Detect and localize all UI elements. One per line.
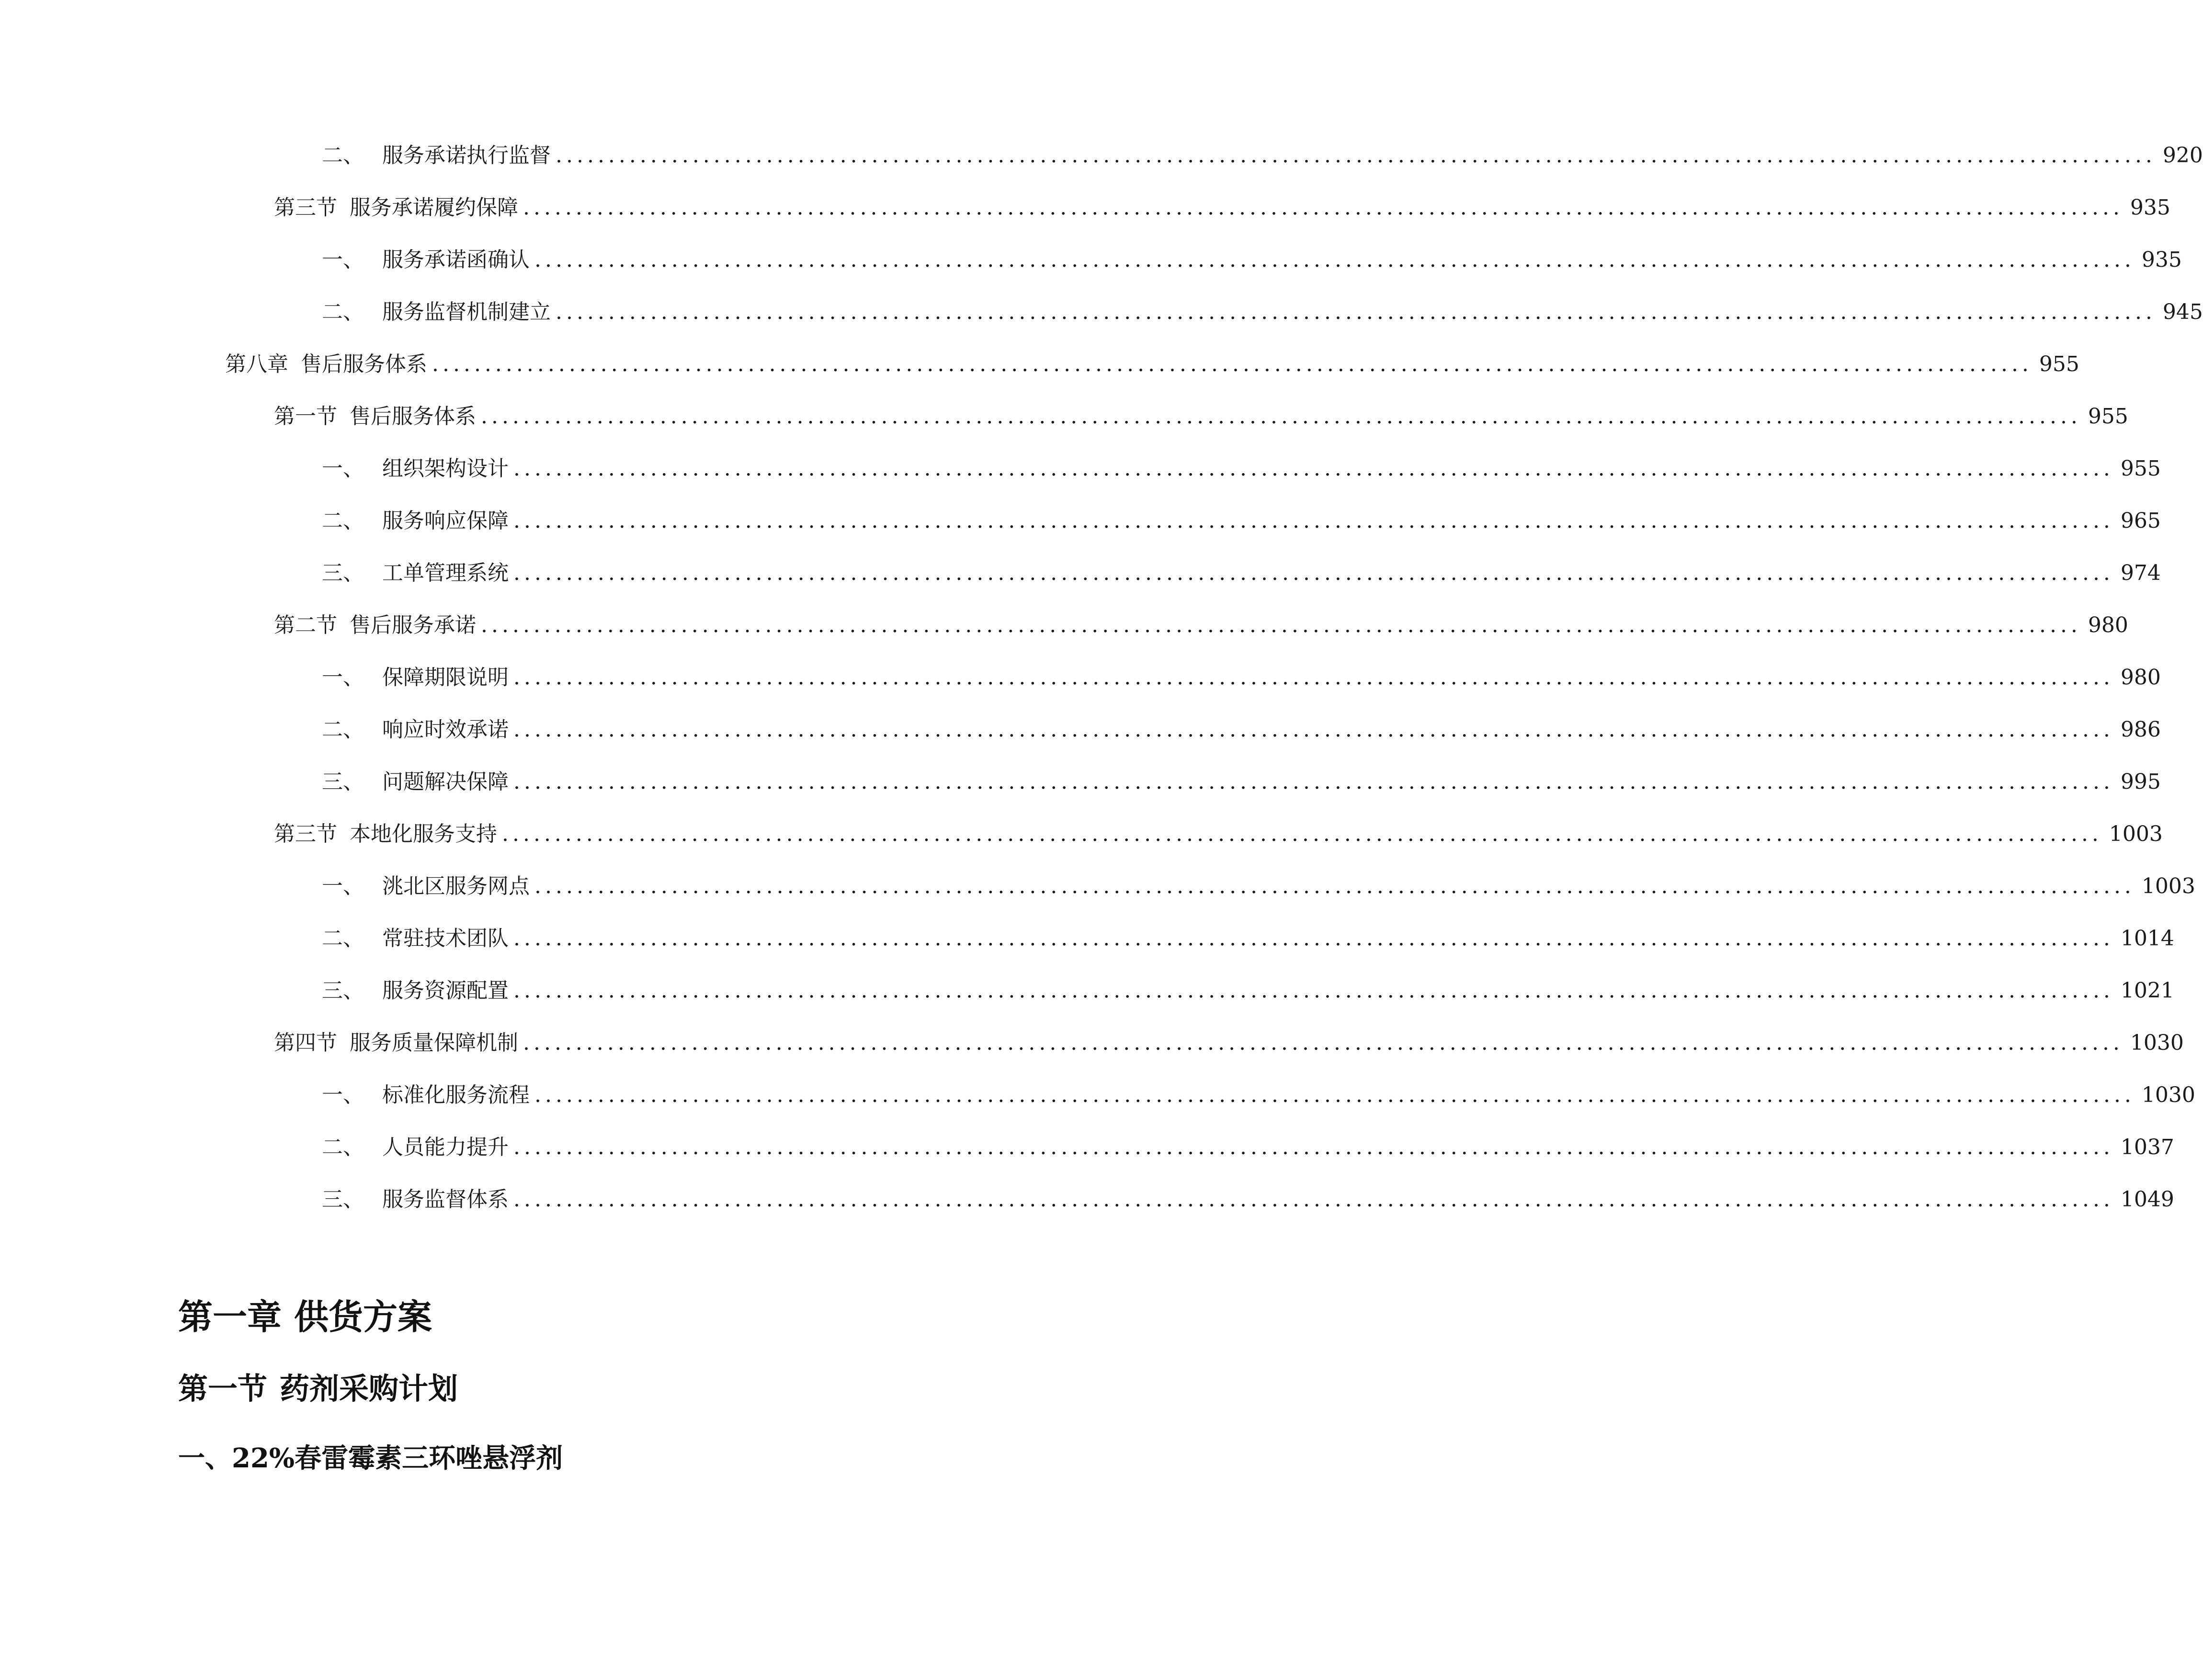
toc-entry[interactable]: [322, 243, 2182, 277]
toc-entry[interactable]: [322, 974, 2174, 1008]
toc-entry-number: 一、: [322, 456, 364, 481]
toc-entry[interactable]: [322, 1183, 2174, 1216]
toc-page-number: 955: [2088, 404, 2128, 429]
toc-dot-leader: ........................................................................................................................................................: [513, 509, 2114, 533]
toc-entry-number: 二、: [322, 926, 364, 951]
toc-dot-leader: ........................................................................................................................................................: [523, 1031, 2124, 1055]
toc-entry[interactable]: [322, 870, 2195, 903]
toc-entry-title: 售后服务体系: [301, 352, 427, 376]
toc-dot-leader: ........................................................................................................................................................: [513, 456, 2114, 481]
toc-entry-title: 服务监督体系: [382, 1187, 509, 1212]
toc-dot-leader: ........................................................................................................................................................: [513, 1135, 2114, 1159]
toc-dot-leader: ........................................................................................................................................................: [481, 613, 2081, 637]
toc-dot-leader: ........................................................................................................................................................: [513, 770, 2114, 794]
toc-entry-title: 服务资源配置: [382, 978, 509, 1003]
toc-entry-number: 一、: [322, 1083, 364, 1107]
subsection-heading: [178, 1437, 563, 1480]
chapter-heading: [178, 1293, 432, 1341]
toc-page-number: 935: [2141, 248, 2182, 272]
toc-entry-title: 服务质量保障机制: [350, 1031, 518, 1055]
toc-entry-title: 组织架构设计: [382, 456, 509, 481]
toc-dot-leader: ........................................................................................................................................................: [513, 978, 2114, 1003]
toc-entry[interactable]: [322, 713, 2161, 747]
toc-entry-title: 响应时效承诺: [382, 717, 509, 742]
toc-entry-number: 一、: [322, 248, 364, 272]
toc-dot-leader: ........................................................................................................................................................: [481, 404, 2081, 429]
toc-entry-number: 一、: [322, 665, 364, 690]
toc-page-number: 986: [2120, 717, 2161, 742]
toc-entry-number: 三、: [322, 561, 364, 585]
toc-entry-number: 三、: [322, 978, 364, 1003]
toc-entry-title: 本地化服务支持: [350, 822, 497, 846]
toc-page-number: 935: [2130, 195, 2170, 220]
toc-entry[interactable]: [322, 922, 2174, 955]
toc-dot-leader: ........................................................................................................................................................: [513, 926, 2114, 951]
toc-entry-title: 洮北区服务网点: [382, 874, 530, 898]
toc-entry-title: 服务承诺执行监督: [382, 143, 551, 168]
toc-dot-leader: ........................................................................................................................................................: [534, 874, 2135, 898]
toc-entry[interactable]: [322, 661, 2161, 694]
toc-entry-number: 三、: [322, 1187, 364, 1212]
toc-page-number: 1030: [2130, 1031, 2184, 1055]
toc-dot-leader: ........................................................................................................................................................: [534, 248, 2135, 272]
toc-entry-number: 二、: [322, 717, 364, 742]
toc-entry[interactable]: [322, 295, 2203, 329]
toc-dot-leader: ........................................................................................................................................................: [513, 561, 2114, 585]
toc-entry-number: 第一节: [274, 404, 337, 429]
toc-page-number: 965: [2120, 509, 2161, 533]
toc-entry-title: 服务承诺履约保障: [350, 195, 518, 220]
toc-dot-leader: ........................................................................................................................................................: [432, 352, 2033, 376]
toc-entry[interactable]: [274, 400, 2128, 433]
toc-entry[interactable]: [322, 765, 2161, 799]
toc-dot-leader: ........................................................................................................................................................: [534, 1083, 2135, 1107]
toc-dot-leader: ........................................................................................................................................................: [523, 195, 2124, 220]
toc-page-number: 980: [2120, 665, 2161, 690]
toc-dot-leader: ........................................................................................................................................................: [556, 300, 2156, 324]
toc-entry-title: 保障期限说明: [382, 665, 509, 690]
toc-entry-number: 二、: [322, 1135, 364, 1159]
toc-entry-title: 服务承诺函确认: [382, 248, 530, 272]
chapter-number: 第一章: [178, 1296, 282, 1337]
toc-page-number: 1030: [2141, 1083, 2195, 1107]
toc-entry-title: 标准化服务流程: [382, 1083, 530, 1107]
toc-entry-number: 二、: [322, 143, 364, 168]
toc-dot-leader: ........................................................................................................................................................: [556, 143, 2156, 168]
toc-entry-title: 工单管理系统: [382, 561, 509, 585]
toc-page-number: 1021: [2120, 978, 2174, 1003]
toc-entry-number: 第二节: [274, 613, 337, 637]
toc-entry[interactable]: [322, 556, 2161, 590]
toc-entry[interactable]: [274, 609, 2128, 642]
toc-entry-number: 二、: [322, 300, 364, 324]
section-title: 药剂采购计划: [280, 1371, 458, 1406]
subsection-title: 一、22%春雷霉素三环唑悬浮剂: [178, 1442, 563, 1474]
toc-entry[interactable]: [274, 817, 2163, 851]
toc-page-number: 955: [2120, 456, 2161, 481]
toc-dot-leader: ........................................................................................................................................................: [513, 665, 2114, 690]
toc-entry-number: 一、: [322, 874, 364, 898]
toc-page-number: 1003: [2109, 822, 2163, 846]
toc-page-number: 1049: [2120, 1187, 2174, 1212]
toc-entry[interactable]: [274, 1026, 2184, 1060]
toc-entry-title: 服务监督机制建立: [382, 300, 551, 324]
toc-entry-number: 二、: [322, 509, 364, 533]
toc-page-number: 1014: [2120, 926, 2174, 951]
toc-page-number: 1003: [2141, 874, 2195, 898]
toc-entry-number: 第八章: [225, 352, 288, 376]
toc-entry[interactable]: [225, 348, 2079, 381]
toc-entry[interactable]: [322, 1078, 2195, 1112]
toc-entry-number: 第四节: [274, 1031, 337, 1055]
toc-entry-title: 常驻技术团队: [382, 926, 509, 951]
toc-entry-number: 第三节: [274, 822, 337, 846]
toc-dot-leader: ........................................................................................................................................................: [513, 717, 2114, 742]
toc-entry[interactable]: [322, 1131, 2174, 1164]
toc-dot-leader: ........................................................................................................................................................: [502, 822, 2102, 846]
toc-entry-title: 服务响应保障: [382, 509, 509, 533]
toc-entry[interactable]: [322, 139, 2203, 172]
toc-entry-title: 售后服务承诺: [350, 613, 476, 637]
toc-entry-title: 人员能力提升: [382, 1135, 509, 1159]
toc-dot-leader: ........................................................................................................................................................: [513, 1187, 2114, 1212]
toc-entry-number: 第三节: [274, 195, 337, 220]
toc-entry-title: 售后服务体系: [350, 404, 476, 429]
toc-entry[interactable]: [274, 191, 2170, 225]
toc-entry[interactable]: [322, 504, 2161, 538]
toc-page-number: 995: [2120, 770, 2161, 794]
toc-page-number: 980: [2088, 613, 2128, 637]
toc-page-number: 920: [2162, 143, 2203, 168]
toc-entry-title: 问题解决保障: [382, 770, 509, 794]
section-number: 第一节: [178, 1371, 268, 1406]
toc-page-number: 955: [2039, 352, 2079, 376]
toc-page-number: 945: [2162, 300, 2203, 324]
toc-entry[interactable]: [322, 452, 2161, 486]
section-heading: [178, 1367, 458, 1410]
toc-entry-number: 三、: [322, 770, 364, 794]
toc-page-number: 1037: [2120, 1135, 2174, 1159]
toc-page-number: 974: [2120, 561, 2161, 585]
chapter-title: 供货方案: [294, 1296, 432, 1337]
